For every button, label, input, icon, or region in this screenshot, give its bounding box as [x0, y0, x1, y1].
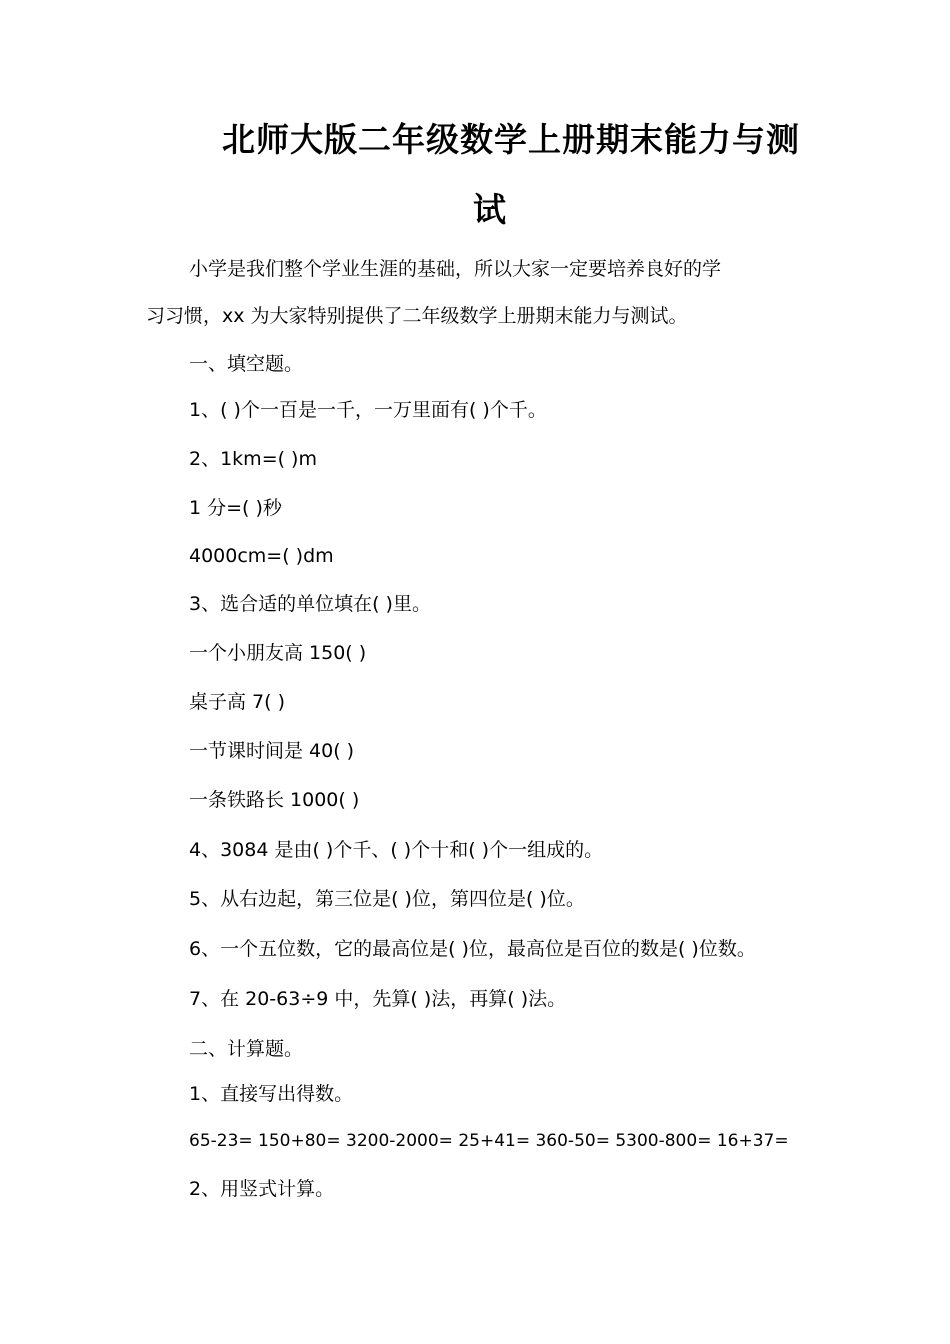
document-title-line1: 北师大版二年级数学上册期末能力与测 — [222, 120, 800, 159]
question-line: 1、( )个一百是一千，一万里面有( )个千。 — [189, 399, 547, 421]
question-line: 7、在 20-63÷9 中，先算( )法，再算( )法。 — [189, 988, 567, 1010]
question-line: 1、直接写出得数。 — [189, 1083, 354, 1105]
question-line: 3、选合适的单位填在( )里。 — [189, 593, 431, 615]
question-line: 5、从右边起，第三位是( )位，第四位是( )位。 — [189, 888, 585, 910]
question-line: 6、一个五位数，它的最高位是( )位，最高位是百位的数是( )位数。 — [189, 938, 756, 960]
question-line: 一节课时间是 40( ) — [189, 740, 355, 762]
intro-line1: 小学是我们整个学业生涯的基础，所以大家一定要培养良好的学 — [189, 258, 722, 280]
question-line: 一个小朋友高 150( ) — [189, 642, 367, 664]
question-line: 4、3084 是由( )个千、( )个十和( )个一组成的。 — [189, 839, 604, 861]
question-line: 4000cm=( )dm — [189, 545, 334, 567]
intro-line2: 习习惯，xx 为大家特别提供了二年级数学上册期末能力与测试。 — [146, 305, 688, 327]
question-line: 一条铁路长 1000( ) — [189, 789, 360, 811]
section-fill-blank-heading: 一、填空题。 — [189, 353, 304, 375]
question-line: 2、用竖式计算。 — [189, 1178, 335, 1200]
section-calc-heading: 二、计算题。 — [189, 1038, 304, 1060]
document-title-line2: 试 — [473, 190, 507, 229]
question-line: 1 分=( )秒 — [189, 497, 282, 519]
question-line: 2、1km=( )m — [189, 448, 317, 470]
arithmetic-line: 65-23= 150+80= 3200-2000= 25+41= 360-50= 5300-800= 16+37= — [189, 1131, 789, 1151]
question-line: 桌子高 7( ) — [189, 691, 285, 713]
